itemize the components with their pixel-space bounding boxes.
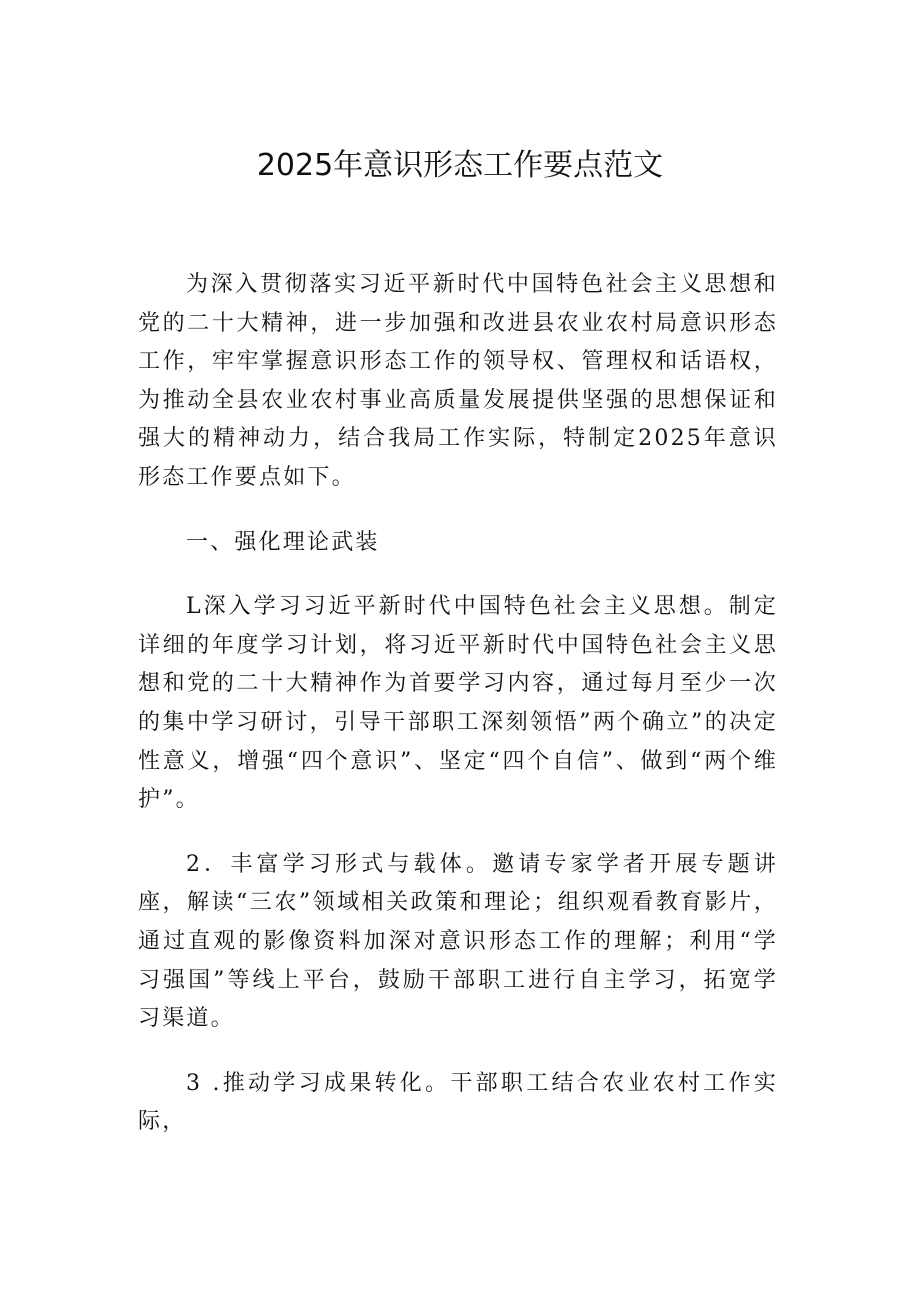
document-title: 2025年意识形态工作要点范文 <box>256 148 664 183</box>
intro-paragraph: 为深入贯彻落实习近平新时代中国特色社会主义思想和党的二十大精神，进一步加强和改进县农业农村局意识形态工作，牢牢掌握意识形态工作的领导权、管理权和话语权，为推动全县农业农村事业高质量发展提供坚强的思想保证和强大的精神动力，结合我局工作实际，特制定2025年意识形态工作要点如下。 <box>138 272 778 490</box>
item-paragraph-3: 3 .推动学习成果转化。干部职工结合农业农村工作实际， <box>138 1070 778 1135</box>
document-body <box>138 266 778 1168</box>
item-paragraph-1: L深入学习习近平新时代中国特色社会主义思想。制定详细的年度学习计划，将习近平新时代中国特色社会主义思想和党的二十大精神作为首要学习内容，通过每月至少一次的集中学习研讨，引导干部职工深刻领悟”两个确立”的决定性意义，增强“四个意识”、坚定“四个自信”、做到“两个维护”。 <box>138 594 778 813</box>
item-paragraph-2: 2．丰富学习形式与载体。邀请专家学者开展专题讲座，解读“三农”领域相关政策和理论；组织观看教育影片，通过直观的影像资料加深对意识形态工作的理解；利用“学习强国”等线上平台，鼓励干部职工进行自主学习，拓宽学习渠道。 <box>138 851 778 1032</box>
section-heading: 一、强化理论武装 <box>186 529 380 555</box>
